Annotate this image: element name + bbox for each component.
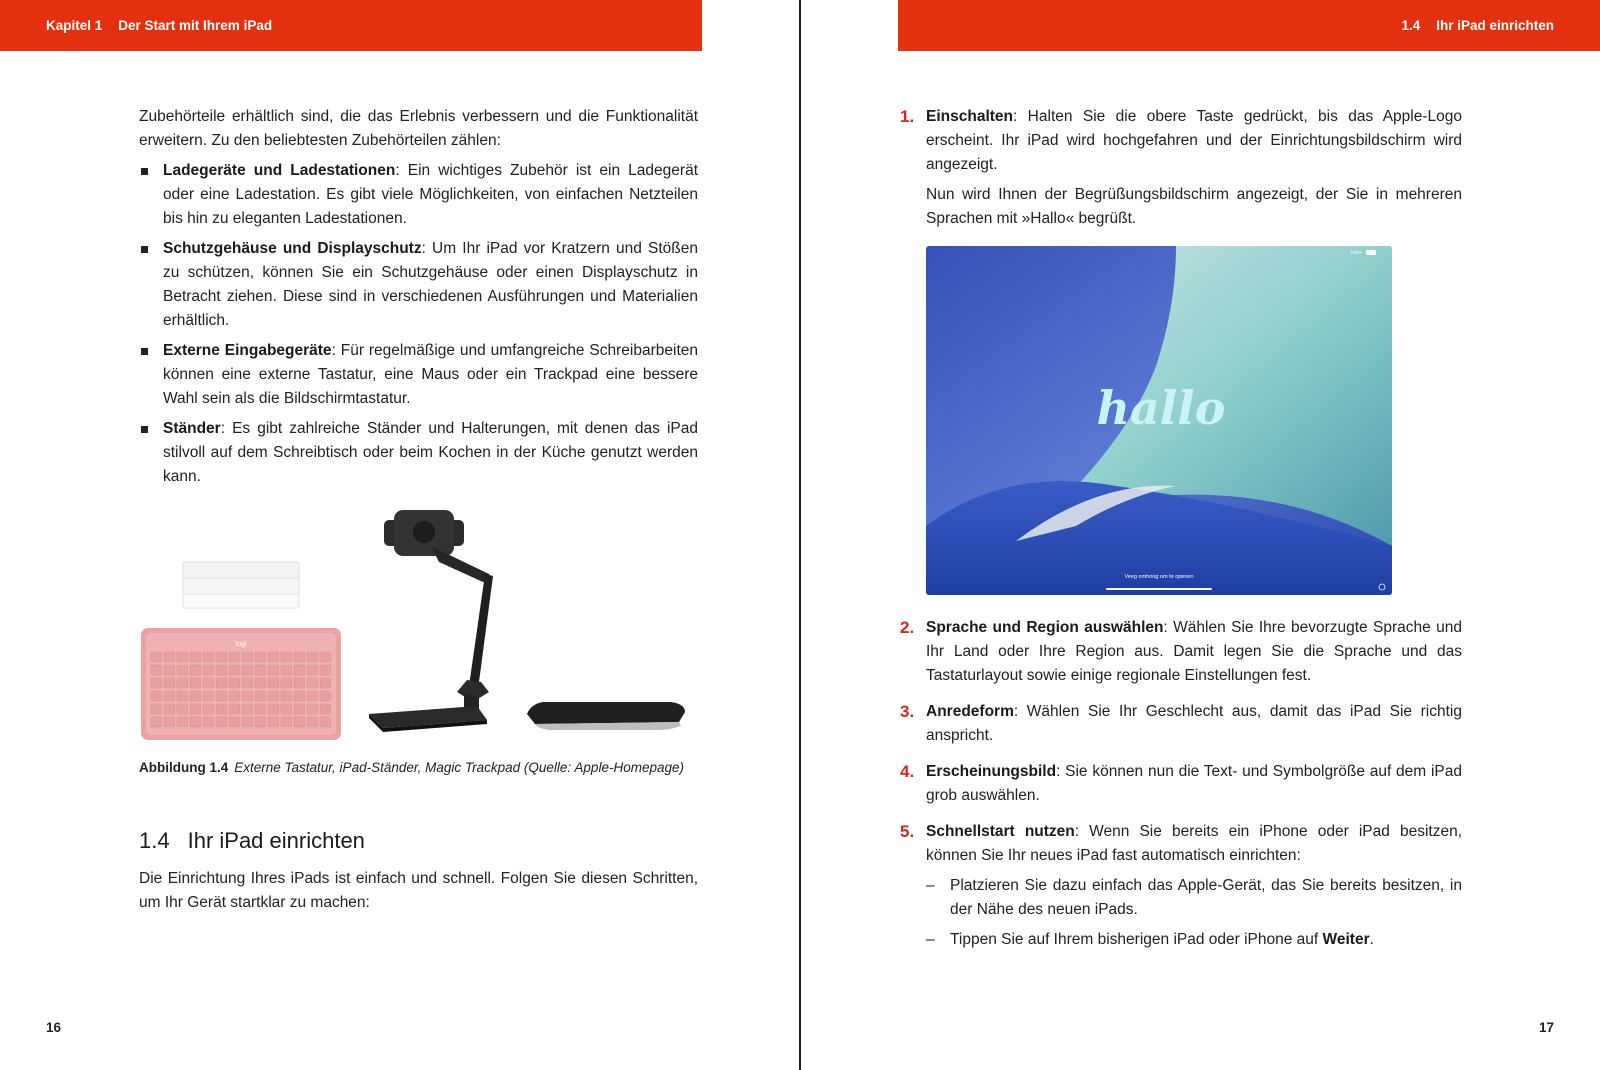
section-header bbox=[898, 0, 1600, 51]
step-item bbox=[900, 760, 1462, 808]
keyboard-key bbox=[229, 652, 240, 662]
keyboard-key bbox=[281, 717, 292, 727]
keyboard-key bbox=[203, 665, 214, 675]
step-text: : Wenn Sie bereits ein iPhone oder iPad besitzen, können Sie Ihr neues iPad fast automatisch einrichten: bbox=[926, 823, 1462, 864]
step-term: Schnellstart nutzen bbox=[926, 823, 1075, 840]
keyboard-key bbox=[177, 691, 188, 701]
step-term: Einschalten bbox=[926, 108, 1013, 125]
step-text: : Wählen Sie Ihre bevorzugte Sprache und Ihr Land oder Ihre Region aus. Damit legen Sie die Sprache und das Tastaturlayout sowie einige regionale Einstellungen fest. bbox=[926, 619, 1463, 684]
keyboard-key bbox=[255, 704, 266, 714]
dash-bold-text: Weiter bbox=[1322, 931, 1370, 948]
keyboard-key bbox=[281, 652, 292, 662]
keyboard-key bbox=[164, 678, 175, 688]
keyboard-key bbox=[268, 665, 279, 675]
keyboard-key bbox=[242, 717, 253, 727]
keyboard-key bbox=[294, 717, 305, 727]
keyboard-logo: logi bbox=[235, 641, 247, 648]
keyboard-key bbox=[242, 691, 253, 701]
keyboard-key bbox=[229, 691, 240, 701]
page-number-right: 17 bbox=[1538, 1020, 1554, 1035]
keyboard-key bbox=[151, 652, 162, 662]
keyboard-key bbox=[216, 665, 227, 675]
keyboard-key bbox=[229, 678, 240, 688]
step-1 bbox=[900, 105, 1462, 231]
dash-end-text: . bbox=[1369, 931, 1374, 948]
bullet-square-icon bbox=[141, 246, 148, 253]
home-indicator bbox=[1106, 588, 1212, 590]
keyboard-cover-image bbox=[183, 562, 299, 608]
step-item bbox=[900, 700, 1462, 748]
ipad-hello-screenshot bbox=[926, 246, 1392, 595]
dash-marker: – bbox=[926, 877, 935, 894]
keyboard-key bbox=[307, 652, 318, 662]
keyboard-key bbox=[294, 704, 305, 714]
list-item bbox=[139, 417, 698, 489]
keyboard-key bbox=[203, 691, 214, 701]
keyboard-key bbox=[294, 652, 305, 662]
step-number: 1. bbox=[900, 107, 915, 126]
dash-marker: – bbox=[926, 931, 935, 948]
keyboard-key bbox=[190, 717, 201, 727]
keyboard-key bbox=[177, 652, 188, 662]
dash-text: Platzieren Sie dazu einfach das Apple-Gerät, das Sie bereits besitzen, in der Nähe des neuen iPads. bbox=[950, 877, 1462, 918]
list-item-text: : Es gibt zahlreiche Ständer und Halterungen, mit denen das iPad stilvoll auf dem Schreibtisch oder beim Kochen in der Küche genutzt werden kann. bbox=[163, 420, 698, 485]
keyboard-key bbox=[203, 678, 214, 688]
list-item-term: Schutzgehäuse und Displayschutz bbox=[163, 240, 422, 257]
list-item-term: Externe Eingabegeräte bbox=[163, 342, 332, 359]
keyboard-key bbox=[164, 652, 175, 662]
section-intro bbox=[139, 867, 698, 915]
section-paragraph: Die Einrichtung Ihres iPads ist einfach und schnell. Folgen Sie diesen Schritten, um Ihr Gerät startklar zu machen: bbox=[139, 870, 698, 911]
step-term: Erscheinungsbild bbox=[926, 763, 1057, 780]
step-number: 2. bbox=[900, 618, 915, 637]
keyboard-key bbox=[216, 678, 227, 688]
keyboard-key bbox=[255, 652, 266, 662]
keyboard-key bbox=[229, 704, 240, 714]
keyboard-key bbox=[151, 678, 162, 688]
dash-item bbox=[926, 928, 1462, 952]
keyboard-key bbox=[151, 717, 162, 727]
step-item bbox=[900, 820, 1462, 952]
keyboard-key bbox=[242, 652, 253, 662]
keyboard-key bbox=[268, 704, 279, 714]
step-text: : Halten Sie die obere Taste gedrückt, bis das Apple-Logo erscheint. Ihr iPad wird hochgefahren und der Einrichtungsbildschirm wird angezeigt. bbox=[926, 108, 1462, 173]
accessories-figure bbox=[139, 510, 698, 755]
header-section-number: 1.4 bbox=[1401, 18, 1421, 33]
intro-paragraph: Zubehörteile erhältlich sind, die das Erlebnis verbessern und die Funktionalität erweitern. Zu den beliebtesten Zubehörteilen zählen: bbox=[139, 108, 698, 149]
step-number: 5. bbox=[900, 822, 915, 841]
steps-2-5 bbox=[900, 616, 1463, 952]
magic-trackpad-image bbox=[527, 702, 685, 730]
keyboard-key bbox=[268, 691, 279, 701]
ipad-stand-image bbox=[369, 510, 493, 732]
keyboard-key bbox=[216, 652, 227, 662]
keyboard-key bbox=[229, 665, 240, 675]
keyboard-key bbox=[307, 678, 318, 688]
keyboard-key bbox=[320, 704, 331, 714]
keyboard-key bbox=[203, 704, 214, 714]
left-text-column bbox=[139, 105, 698, 489]
keyboard-key bbox=[151, 691, 162, 701]
accessories-illustration bbox=[139, 510, 698, 755]
page-number-left: 16 bbox=[46, 1020, 62, 1035]
figure-caption-text: Externe Tastatur, iPad-Ständer, Magic Trackpad (Quelle: Apple-Homepage) bbox=[234, 760, 684, 775]
list-item-term: Ladegeräte und Ladestationen bbox=[163, 162, 396, 179]
dash-text: Tippen Sie auf Ihrem bisherigen iPad oder iPhone auf bbox=[950, 931, 1323, 948]
step-term: Sprache und Region auswählen bbox=[926, 619, 1164, 636]
dash-item bbox=[926, 874, 1462, 922]
battery-percent: 100% bbox=[1350, 250, 1362, 255]
swipe-hint: Veeg omhoog om te openen bbox=[1124, 574, 1194, 580]
figure-caption bbox=[139, 760, 698, 775]
keyboard-key bbox=[320, 691, 331, 701]
keyboard-key bbox=[281, 665, 292, 675]
list-item bbox=[139, 339, 698, 411]
step-item bbox=[900, 616, 1463, 688]
keyboard-key bbox=[294, 665, 305, 675]
keyboard-key bbox=[164, 691, 175, 701]
keyboard-key bbox=[281, 704, 292, 714]
keyboard-key bbox=[294, 691, 305, 701]
keyboard-key bbox=[203, 717, 214, 727]
keyboard-key bbox=[307, 691, 318, 701]
keyboard-key bbox=[203, 652, 214, 662]
list-item-text: : Ein wichtiges Zubehör ist ein Ladegerät oder eine Ladestation. Es gibt viele Möglichkeiten, von einfachen Netzteilen bis hin zu eleganten Ladestationen. bbox=[163, 162, 698, 227]
keyboard-key bbox=[281, 678, 292, 688]
keyboard-key bbox=[190, 678, 201, 688]
keyboard-key bbox=[177, 704, 188, 714]
section-number: 1.4 bbox=[139, 828, 170, 853]
keyboard-key bbox=[255, 665, 266, 675]
step-text: : Sie können nun die Text- und Symbolgröße auf dem iPad grob auswählen. bbox=[926, 763, 1462, 804]
keyboard-key bbox=[268, 652, 279, 662]
keyboard-key bbox=[164, 717, 175, 727]
keyboard-key bbox=[307, 665, 318, 675]
keyboard-key bbox=[320, 665, 331, 675]
list-item-text: : Für regelmäßige und umfangreiche Schreibarbeiten können eine externe Tastatur, eine Maus oder ein Trackpad eine bessere Wahl sein als die Bildschirmtastatur. bbox=[163, 342, 698, 407]
keyboard-key bbox=[177, 717, 188, 727]
step-item bbox=[900, 105, 1462, 231]
keyboard-key bbox=[320, 678, 331, 688]
keyboard-key bbox=[216, 717, 227, 727]
keyboard-key bbox=[320, 652, 331, 662]
figure-label: Abbildung 1.4 bbox=[139, 760, 229, 775]
keyboard-key bbox=[307, 704, 318, 714]
accessory-list bbox=[139, 159, 698, 489]
keyboard-key bbox=[151, 704, 162, 714]
chapter-title: Der Start mit Ihrem iPad bbox=[118, 18, 273, 33]
keyboard-key bbox=[190, 652, 201, 662]
keyboard-key bbox=[242, 704, 253, 714]
section-title: Ihr iPad einrichten bbox=[187, 828, 365, 853]
battery-icon bbox=[1366, 250, 1376, 255]
keyboard-key bbox=[151, 665, 162, 675]
keyboard-key bbox=[281, 691, 292, 701]
step-term: Anredeform bbox=[926, 703, 1014, 720]
keyboard-key bbox=[294, 678, 305, 688]
step-number: 3. bbox=[900, 702, 915, 721]
list-item-text: : Um Ihr iPad vor Kratzern und Stößen zu schützen, können Sie ein Schutzgehäuse oder einen Displayschutz in Betracht ziehen. Diese sind in verschiedenen Ausführungen und Materialien erhältlich. bbox=[163, 240, 698, 329]
keyboard-key bbox=[164, 665, 175, 675]
keyboard-key bbox=[216, 704, 227, 714]
keyboard-key bbox=[255, 717, 266, 727]
keyboard-key bbox=[190, 691, 201, 701]
keyboard-key bbox=[216, 691, 227, 701]
keyboard-key bbox=[242, 678, 253, 688]
keyboard-key bbox=[164, 704, 175, 714]
keyboard-key bbox=[255, 691, 266, 701]
bullet-square-icon bbox=[141, 348, 148, 355]
chapter-header bbox=[0, 0, 702, 51]
keyboard-key bbox=[177, 665, 188, 675]
step-extra-text: Nun wird Ihnen der Begrüßungsbildschirm angezeigt, der Sie in mehreren Sprachen mit »Hallo« begrüßt. bbox=[926, 186, 1462, 227]
right-page bbox=[800, 0, 1600, 1070]
external-keyboard-image bbox=[141, 628, 341, 740]
step-text: : Wählen Sie Ihr Geschlecht aus, damit das iPad Sie richtig anspricht. bbox=[926, 703, 1462, 744]
keyboard-key bbox=[190, 704, 201, 714]
section-heading bbox=[139, 828, 365, 854]
step-number: 4. bbox=[900, 762, 915, 781]
keyboard-key bbox=[320, 717, 331, 727]
keyboard-key bbox=[307, 717, 318, 727]
keyboard-key bbox=[190, 665, 201, 675]
bullet-square-icon bbox=[141, 168, 148, 175]
keyboard-key bbox=[229, 717, 240, 727]
keyboard-key bbox=[268, 717, 279, 727]
header-section-title: Ihr iPad einrichten bbox=[1436, 18, 1554, 33]
keyboard-key bbox=[268, 678, 279, 688]
hello-screen-image bbox=[926, 246, 1392, 595]
keyboard-key bbox=[242, 665, 253, 675]
bullet-square-icon bbox=[141, 426, 148, 433]
hello-greeting: hallo bbox=[1096, 381, 1226, 435]
chapter-number: Kapitel 1 bbox=[46, 18, 103, 33]
keyboard-key bbox=[255, 678, 266, 688]
list-item bbox=[139, 159, 698, 231]
list-item-term: Ständer bbox=[163, 420, 221, 437]
keyboard-key bbox=[177, 678, 188, 688]
list-item bbox=[139, 237, 698, 333]
